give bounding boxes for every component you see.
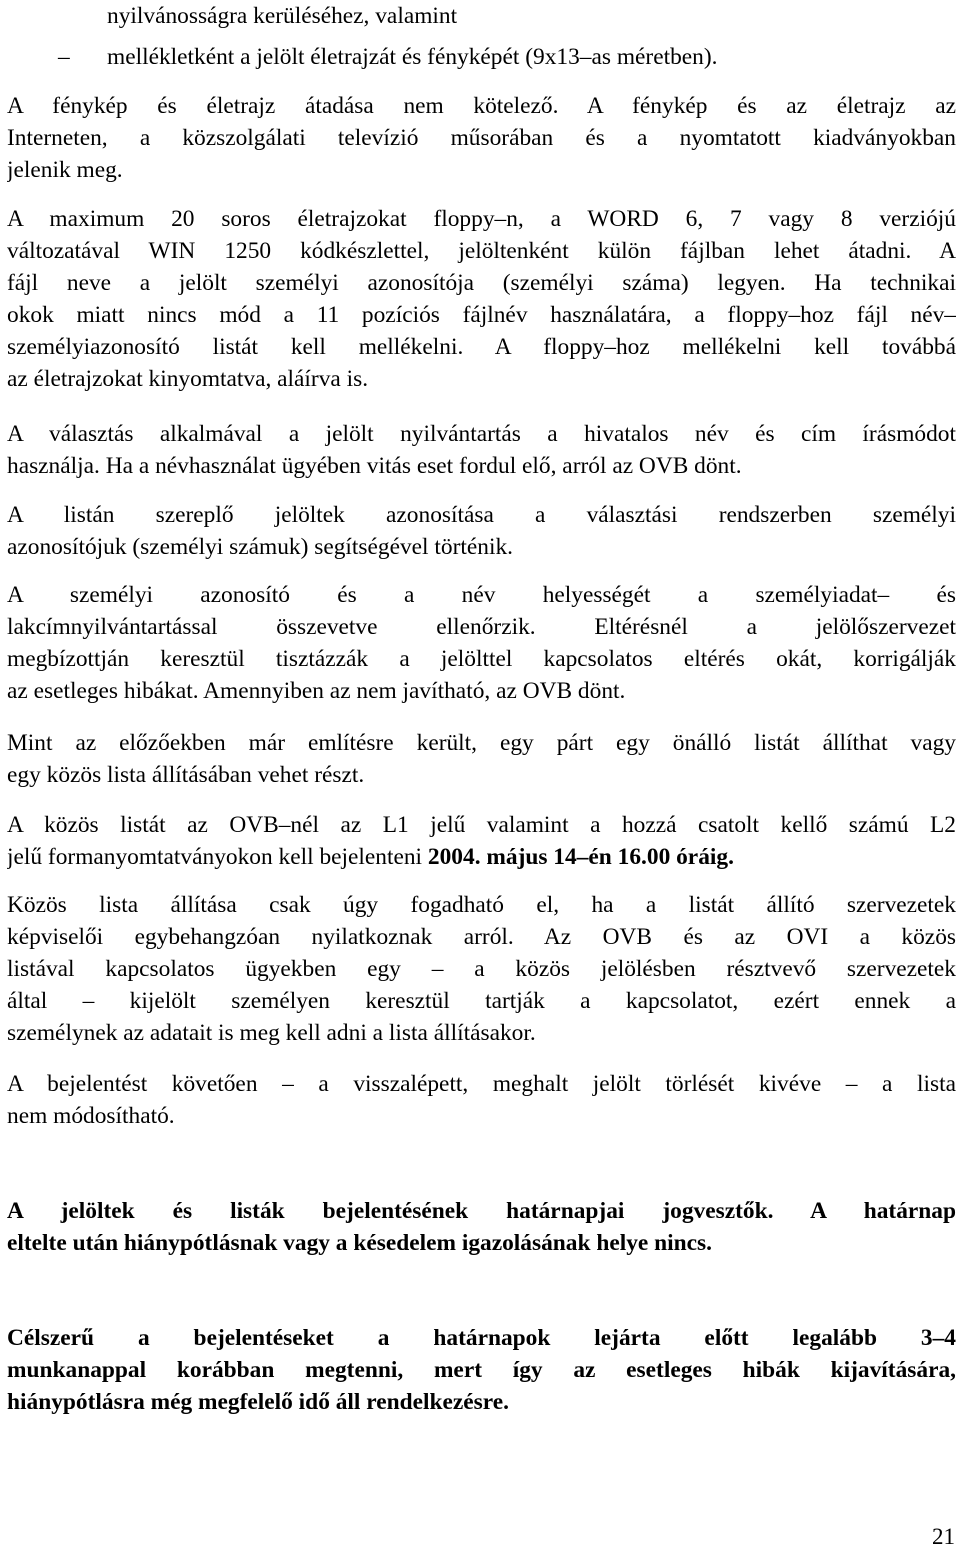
paragraph-line: Interneten, a közszolgálati televízió műsorában és a nyomtatott kiadványokban	[7, 125, 956, 151]
paragraph-line: által – kijelölt személyen keresztül tartják a kapcsolatot, ezért ennek a	[7, 988, 956, 1014]
paragraph	[7, 727, 956, 791]
paragraph-line: Közös lista állítása csak úgy fogadható el, ha a listát állító szervezetek	[7, 892, 956, 918]
paragraph	[7, 809, 956, 873]
paragraph-line: listával kapcsolatos ügyekben egy – a közös jelölésben résztvevő szervezetek	[7, 956, 956, 982]
paragraph-line: A bejelentést követően – a visszalépett, meghalt jelölt törlését kivéve – a lista	[7, 1071, 956, 1097]
paragraph-line: személyiazonosító listát kell mellékelni. A floppy–hoz mellékelni kell továbbá	[7, 334, 956, 360]
list-item-text: mellékletként a jelölt életrajzát és fényképét (9x13–as méretben).	[107, 44, 718, 70]
paragraph-line: A közös listát az OVB–nél az L1 jelű valamint a hozzá csatolt kellő számú L2	[7, 812, 956, 838]
paragraph-line: azonosítójuk (személyi számuk) segítségével történik.	[7, 534, 514, 560]
paragraph-line: hiánypótlásra még megfelelő idő áll rendelkezésre.	[7, 1389, 509, 1415]
list-dash: –	[58, 44, 70, 70]
paragraph-text: jelű formanyomtatványokon kell bejelenteni	[7, 844, 428, 870]
paragraph-line: A fénykép és életrajz átadása nem kötelező. A fénykép és az életrajz az	[7, 93, 956, 119]
paragraph	[7, 889, 956, 1049]
paragraph-line: változatával WIN 1250 kódkészlettel, jelöltenként külön fájlban lehet átadni. A	[7, 238, 956, 264]
paragraph-line: A személyi azonosító és a név helyességét a személyiadat– és	[7, 582, 956, 608]
bold-paragraph	[7, 1195, 956, 1259]
paragraph-line	[7, 841, 956, 873]
paragraph-line: képviselői egybehangzóan nyilatkoznak arról. Az OVB és az OVI a közös	[7, 924, 956, 950]
paragraph	[7, 418, 956, 482]
bold-paragraph	[7, 1322, 956, 1418]
paragraph-line: eltelte után hiánypótlásnak vagy a késedelem igazolásának helye nincs.	[7, 1230, 713, 1256]
paragraph	[7, 1068, 956, 1132]
paragraph	[7, 203, 956, 395]
paragraph-line: A jelöltek és listák bejelentésének határnapjai jogvesztők. A határnap	[7, 1198, 956, 1224]
paragraph-line: okok miatt nincs mód a 11 pozíciós fájlnév használatára, a floppy–hoz fájl név–	[7, 302, 956, 328]
paragraph	[7, 90, 956, 186]
paragraph-line: az életrajzokat kinyomtatva, aláírva is.	[7, 366, 369, 392]
paragraph-line: használja. Ha a névhasználat ügyében vitás eset fordul elő, arról az OVB dönt.	[7, 453, 742, 479]
paragraph-line: nem módosítható.	[7, 1103, 175, 1129]
paragraph-line: A választás alkalmával a jelölt nyilvántartás a hivatalos név és cím írásmódot	[7, 421, 956, 447]
paragraph-line: munkanappal korábban megtenni, mert így az esetleges hibák kijavítására,	[7, 1357, 956, 1383]
paragraph-line: A listán szereplő jelöltek azonosítása a választási rendszerben személyi	[7, 502, 956, 528]
paragraph-line: fájl neve a jelölt személyi azonosítója (személyi száma) legyen. Ha technikai	[7, 270, 956, 296]
paragraph	[7, 579, 956, 707]
paragraph	[7, 499, 956, 563]
paragraph-line: Mint az előzőekben már említésre került, egy párt egy önálló listát állíthat vagy	[7, 730, 956, 756]
paragraph-line: egy közös lista állításában vehet részt.	[7, 762, 365, 788]
deadline-text: 2004. május 14–én 16.00 óráig.	[427, 844, 734, 870]
page-number: 21	[932, 1524, 955, 1549]
list-item	[58, 41, 718, 73]
paragraph-line: lakcímnyilvántartással összevetve ellenőrzik. Eltérésnél a jelölőszervezet	[7, 614, 956, 640]
paragraph-line: jelenik meg.	[7, 157, 123, 183]
paragraph-line: személynek az adatait is meg kell adni a lista állításakor.	[7, 1020, 536, 1046]
paragraph-line: az esetleges hibákat. Amennyiben az nem javítható, az OVB dönt.	[7, 678, 626, 704]
paragraph-line: A maximum 20 soros életrajzokat floppy–n, a WORD 6, 7 vagy 8 verziójú	[7, 206, 956, 232]
list-item-continuation: nyilvánosságra kerüléséhez, valamint	[107, 3, 458, 29]
paragraph-line: megbízottján keresztül tisztázzák a jelölttel kapcsolatos eltérés okát, korrigálják	[7, 646, 956, 672]
paragraph-line: Célszerű a bejelentéseket a határnapok lejárta előtt legalább 3–4	[7, 1325, 956, 1351]
